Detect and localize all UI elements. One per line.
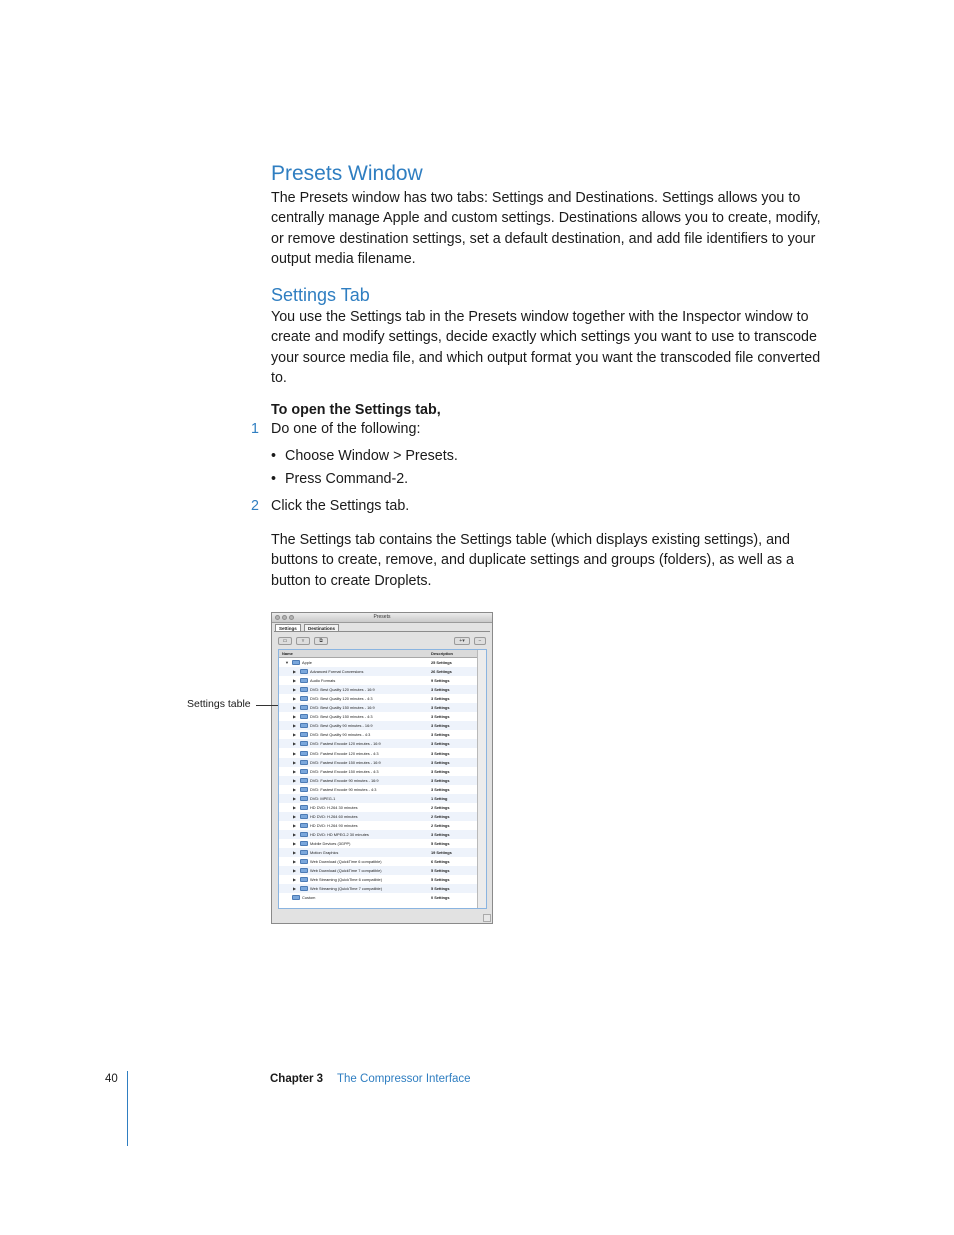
row-name: DVD: MPEG-1 xyxy=(310,795,336,801)
chapter-title: The Compressor Interface xyxy=(337,1073,471,1085)
window-title: Presets xyxy=(373,614,391,620)
table-row[interactable] xyxy=(279,785,477,794)
row-name: DVD: Best Quality 150 minutes - 4:3 xyxy=(310,714,373,720)
row-description: 3 Settings xyxy=(431,687,450,693)
callout-label: Settings table xyxy=(187,698,251,710)
folder-icon xyxy=(300,841,308,846)
table-row[interactable] xyxy=(279,721,477,730)
row-name: Web Download (QuickTime 7 compatible) xyxy=(310,868,382,874)
row-name: HD DVD: HD MPEG-2 30 minutes xyxy=(310,831,369,837)
row-name: DVD: Best Quality 90 minutes - 4:3 xyxy=(310,732,371,738)
row-name: DVD: Fastest Encode 120 minutes - 4:3 xyxy=(310,750,379,756)
disclosure-triangle-icon[interactable]: ▶ xyxy=(293,877,297,883)
disclosure-triangle-icon[interactable]: ▶ xyxy=(293,768,297,774)
table-row[interactable] xyxy=(279,848,477,857)
row-name: Motion Graphics xyxy=(310,850,339,856)
row-description: 3 Settings xyxy=(431,705,450,711)
resize-grip-icon[interactable] xyxy=(483,914,491,922)
row-description: 3 Settings xyxy=(431,831,450,837)
folder-icon xyxy=(300,859,308,864)
table-row[interactable] xyxy=(279,667,477,676)
row-description: 9 Settings xyxy=(431,678,450,684)
row-description: 3 Settings xyxy=(431,759,450,765)
tab-destinations[interactable]: Destinations xyxy=(304,624,339,632)
row-description: 3 Settings xyxy=(431,696,450,702)
row-name: DVD: Best Quality 120 minutes - 4:3 xyxy=(310,696,373,702)
table-row[interactable] xyxy=(279,758,477,767)
tab-divider xyxy=(274,631,490,632)
table-row[interactable] xyxy=(279,703,477,712)
disclosure-triangle-icon[interactable]: ▶ xyxy=(293,705,297,711)
table-row[interactable] xyxy=(279,730,477,739)
folder-icon xyxy=(300,760,308,765)
row-name: DVD: Fastest Encode 150 minutes - 16:9 xyxy=(310,759,381,765)
folder-icon xyxy=(300,850,308,855)
disclosure-triangle-icon[interactable]: ▶ xyxy=(293,723,297,729)
table-row[interactable] xyxy=(279,685,477,694)
folder-icon xyxy=(300,805,308,810)
row-name: Web Download (QuickTime 6 compatible) xyxy=(310,859,382,865)
table-row[interactable] xyxy=(279,857,477,866)
row-description: 3 Settings xyxy=(431,777,450,783)
step-number: 2 xyxy=(251,498,259,514)
disclosure-triangle-icon[interactable]: ▶ xyxy=(293,804,297,810)
vertical-scrollbar[interactable] xyxy=(477,650,486,908)
folder-icon xyxy=(300,778,308,783)
presets-window xyxy=(271,612,493,924)
section-heading: Presets Window xyxy=(271,162,423,185)
table-header xyxy=(279,650,477,658)
folder-icon xyxy=(300,796,308,801)
disclosure-triangle-icon[interactable]: ▶ xyxy=(293,786,297,792)
folder-icon xyxy=(300,678,308,683)
settings-table[interactable] xyxy=(278,649,487,909)
disclosure-triangle-icon[interactable]: ▶ xyxy=(293,777,297,783)
row-name: Apple xyxy=(302,660,312,665)
folder-icon xyxy=(292,660,300,665)
disclosure-triangle-icon[interactable]: ▶ xyxy=(293,669,297,675)
disclosure-triangle-icon[interactable]: ▶ xyxy=(293,696,297,702)
folder-icon xyxy=(300,687,308,692)
table-row[interactable] xyxy=(279,821,477,830)
column-header-description[interactable]: Description xyxy=(431,651,454,656)
disclosure-triangle-icon[interactable]: ▶ xyxy=(293,859,297,865)
step-text: Click the Settings tab. xyxy=(271,498,410,514)
subsection-heading: Settings Tab xyxy=(271,285,370,305)
row-description: 3 Settings xyxy=(431,723,450,729)
folder-icon xyxy=(300,832,308,837)
row-name: HD DVD: H.264 90 minutes xyxy=(310,822,358,828)
row-description: 2 Settings xyxy=(431,813,450,819)
disclosure-triangle-icon[interactable]: ▶ xyxy=(293,850,297,856)
add-setting-button[interactable]: +▾ xyxy=(454,637,470,645)
folder-icon xyxy=(300,732,308,737)
row-description: 3 Settings xyxy=(431,768,450,774)
footer-rule xyxy=(127,1071,128,1146)
table-row[interactable] xyxy=(279,893,477,902)
callout-leader-line xyxy=(256,705,278,706)
row-description: 3 Settings xyxy=(431,732,450,738)
disclosure-triangle-expanded-icon[interactable]: ▼ xyxy=(285,660,289,665)
table-row[interactable] xyxy=(279,767,477,776)
disclosure-triangle-icon[interactable]: ▶ xyxy=(293,795,297,801)
row-description: 19 Settings xyxy=(431,850,452,856)
row-description: 6 Settings xyxy=(431,859,450,865)
column-header-name[interactable]: Name xyxy=(282,651,293,656)
disclosure-triangle-icon[interactable]: ▶ xyxy=(293,886,297,892)
table-row[interactable] xyxy=(279,658,477,667)
row-description: 5 Settings xyxy=(431,886,450,892)
table-row[interactable] xyxy=(279,803,477,812)
bullet-item: • Choose Window > Presets. xyxy=(271,448,458,464)
table-row[interactable] xyxy=(279,812,477,821)
table-row[interactable] xyxy=(279,884,477,893)
row-name: Audio Formats xyxy=(310,678,336,684)
folder-icon xyxy=(300,696,308,701)
folder-icon xyxy=(300,705,308,710)
disclosure-triangle-icon[interactable]: ▶ xyxy=(293,759,297,765)
table-row[interactable] xyxy=(279,694,477,703)
row-description: 5 Settings xyxy=(431,841,450,846)
remove-setting-button[interactable]: − xyxy=(474,637,486,645)
row-name: DVD: Fastest Encode 120 minutes - 16:9 xyxy=(310,741,381,747)
row-description: 3 Settings xyxy=(431,750,450,756)
row-name: HD DVD: H.264 30 minutes xyxy=(310,804,358,810)
folder-icon xyxy=(300,787,308,792)
row-name: DVD: Best Quality 90 minutes - 16:9 xyxy=(310,723,373,729)
row-name: DVD: Fastest Encode 150 minutes - 4:3 xyxy=(310,768,379,774)
table-row[interactable] xyxy=(279,749,477,758)
folder-icon xyxy=(300,823,308,828)
folder-icon xyxy=(300,669,308,674)
folder-icon xyxy=(300,814,308,819)
folder-icon xyxy=(300,868,308,873)
disclosure-triangle-icon[interactable]: ▶ xyxy=(293,714,297,720)
folder-icon xyxy=(300,723,308,728)
row-name: Web Streaming (QuickTime 6 compatible) xyxy=(310,877,383,883)
row-description: 0 Settings xyxy=(431,895,450,901)
closing-paragraph: The Settings tab contains the Settings table (which displays existing settings), and buttons to create, remove, and duplicate settings and groups (folders), as well as a button to create Droplets. xyxy=(271,532,794,589)
row-description: 3 Settings xyxy=(431,786,450,792)
new-group-button[interactable]: ▭ xyxy=(278,637,292,645)
row-description: 1 Setting xyxy=(431,795,448,801)
folder-icon xyxy=(300,714,308,719)
settings-paragraph: You use the Settings tab in the Presets window together with the Inspector window to create and modify settings, decide exactly which settings you want to use to transcode your source media file, and which output format you want the transcoded file converted to. xyxy=(271,309,821,386)
window-titlebar xyxy=(272,613,492,623)
disclosure-triangle-icon[interactable]: ▶ xyxy=(293,687,297,693)
disclosure-triangle-icon[interactable]: ▶ xyxy=(293,822,297,828)
folder-icon xyxy=(300,741,308,746)
row-description: 26 Settings xyxy=(431,669,452,675)
disclosure-triangle-icon[interactable]: ▶ xyxy=(293,831,297,837)
disclosure-triangle-icon[interactable]: ▶ xyxy=(293,732,297,738)
row-name: Mobile Devices (3GPP) xyxy=(310,841,351,846)
row-description: 3 Settings xyxy=(431,741,450,747)
table-row[interactable] xyxy=(279,866,477,875)
folder-icon xyxy=(292,895,300,900)
row-description: 2 Settings xyxy=(431,804,450,810)
table-row[interactable] xyxy=(279,830,477,839)
disclosure-triangle-icon[interactable]: ▶ xyxy=(293,678,297,684)
disclosure-triangle-icon[interactable]: ▶ xyxy=(293,841,297,846)
table-row[interactable] xyxy=(279,776,477,785)
step-number: 1 xyxy=(251,421,259,437)
page-number: 40 xyxy=(105,1073,118,1085)
row-name: Advanced Format Conversions xyxy=(310,669,364,675)
disclosure-triangle-icon[interactable]: ▶ xyxy=(293,868,297,874)
table-row[interactable] xyxy=(279,794,477,803)
row-name: Web Streaming (QuickTime 7 compatible) xyxy=(310,886,383,892)
table-row[interactable] xyxy=(279,712,477,721)
disclosure-triangle-icon[interactable]: ▶ xyxy=(293,741,297,747)
step-text: Do one of the following: xyxy=(271,421,421,437)
row-description: 2 Settings xyxy=(431,822,450,828)
row-description: 5 Settings xyxy=(431,868,450,874)
duplicate-button[interactable]: ⧉ xyxy=(314,637,328,645)
task-title: To open the Settings tab, xyxy=(271,402,441,418)
row-description: 25 Settings xyxy=(431,660,452,665)
row-name: DVD: Fastest Encode 90 minutes - 4:3 xyxy=(310,786,377,792)
folder-icon xyxy=(300,886,308,891)
row-name: HD DVD: H.264 60 minutes xyxy=(310,813,358,819)
disclosure-triangle-icon[interactable]: ▶ xyxy=(293,813,297,819)
table-row[interactable] xyxy=(279,739,477,748)
row-description: 3 Settings xyxy=(431,714,450,720)
bullet-item: • Press Command-2. xyxy=(271,471,409,487)
row-name: DVD: Best Quality 120 minutes - 16:9 xyxy=(310,687,375,693)
row-name: DVD: Fastest Encode 90 minutes - 16:9 xyxy=(310,777,379,783)
folder-icon xyxy=(300,751,308,756)
table-row[interactable] xyxy=(279,875,477,884)
intro-paragraph: The Presets window has two tabs: Settings and Destinations. Settings allows you to centrally manage Apple and custom settings. Destinations allows you to create, modify, or remove destination settings, set a default destination, and add file identifiers to your output media filename. xyxy=(271,190,821,267)
disclosure-triangle-icon[interactable]: ▶ xyxy=(293,750,297,756)
create-droplet-button[interactable]: ▿ xyxy=(296,637,310,645)
row-description: 5 Settings xyxy=(431,877,450,883)
folder-icon xyxy=(300,877,308,882)
folder-icon xyxy=(300,769,308,774)
row-name: DVD: Best Quality 150 minutes - 16:9 xyxy=(310,705,375,711)
table-row[interactable] xyxy=(279,839,477,848)
tab-settings[interactable]: Settings xyxy=(275,624,301,632)
chapter-label: Chapter 3 xyxy=(270,1073,324,1085)
row-name: Custom xyxy=(302,895,316,901)
table-row[interactable] xyxy=(279,676,477,685)
